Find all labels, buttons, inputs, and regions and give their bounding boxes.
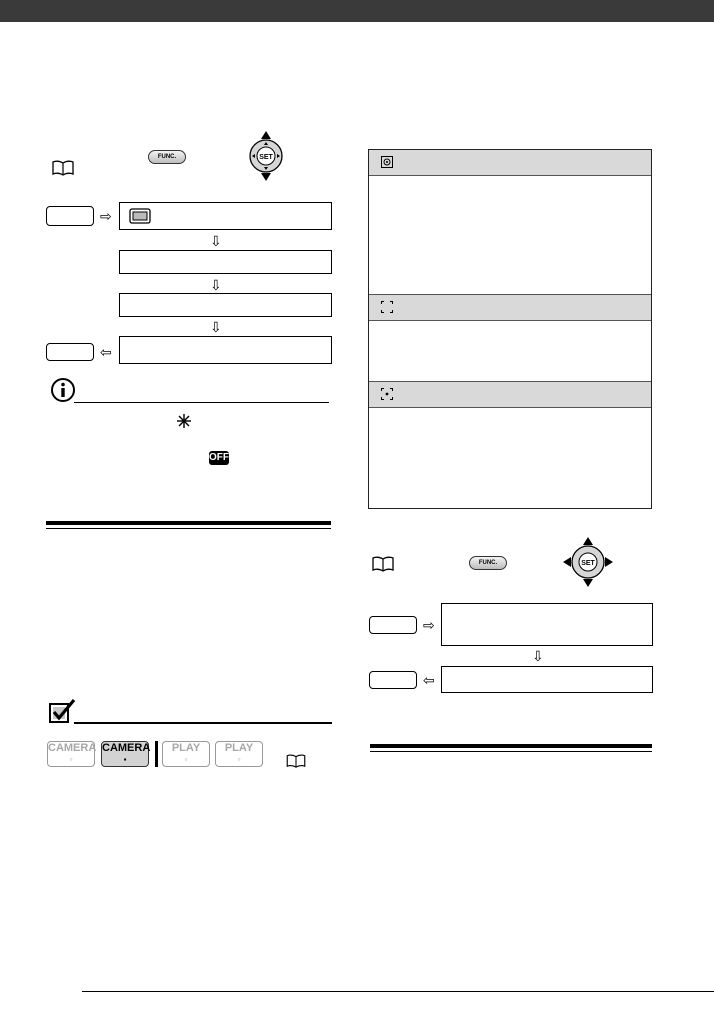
menu-step-box bbox=[119, 336, 332, 364]
func-label: FUNC. bbox=[478, 560, 498, 566]
section-heading-rule bbox=[370, 744, 652, 748]
memory-card-icon bbox=[129, 208, 151, 224]
center-weighted-icon bbox=[381, 301, 393, 313]
func-label: FUNC. bbox=[157, 154, 177, 160]
svg-text:SET: SET bbox=[581, 560, 595, 567]
info-icon bbox=[50, 377, 76, 403]
snowflake-icon bbox=[176, 413, 192, 429]
arrow-down-icon: ⇩ bbox=[210, 319, 222, 335]
book-icon bbox=[372, 556, 394, 572]
arrow-down-icon: ⇩ bbox=[210, 277, 222, 293]
checklist-rule bbox=[74, 722, 332, 724]
mode-play-movie-button bbox=[162, 741, 210, 767]
arrow-down-icon: ⇩ bbox=[532, 648, 544, 664]
photo-icon: ▪ bbox=[123, 755, 127, 764]
metering-mode-panel bbox=[368, 149, 652, 509]
photo-icon: ▫ bbox=[237, 755, 241, 764]
key-button bbox=[369, 671, 417, 689]
page-header-bar bbox=[0, 0, 714, 22]
checkmark-icon bbox=[48, 698, 76, 724]
menu-step-box bbox=[119, 293, 332, 317]
arrow-right-icon: ⇨ bbox=[423, 617, 435, 633]
menu-step-box bbox=[119, 250, 332, 274]
spot-metering-icon bbox=[381, 388, 393, 400]
func-button-icon bbox=[148, 150, 186, 164]
evaluative-metering-icon bbox=[381, 156, 393, 168]
movie-icon: ▫ bbox=[184, 755, 188, 764]
menu-step-box bbox=[119, 202, 332, 230]
func-button-icon bbox=[469, 556, 507, 570]
note-rule bbox=[74, 402, 329, 403]
joystick-icon bbox=[245, 130, 287, 182]
mode-camera-movie-button bbox=[47, 741, 95, 767]
mode-label: CAMERA bbox=[48, 742, 97, 754]
mode-label: CAMERA bbox=[102, 742, 151, 754]
mode-label: PLAY bbox=[171, 742, 201, 754]
mode-camera-photo-button bbox=[101, 741, 149, 767]
mode-separator bbox=[155, 741, 158, 767]
book-icon bbox=[286, 754, 306, 768]
section-heading-rule-thin bbox=[370, 751, 652, 752]
panel-header-center-weighted bbox=[369, 295, 651, 321]
panel-header-evaluative bbox=[369, 150, 651, 176]
arrow-left-icon: ⇦ bbox=[100, 344, 112, 360]
off-badge: OFF bbox=[209, 452, 229, 463]
movie-icon: ▫ bbox=[69, 755, 73, 764]
arrow-down-icon: ⇩ bbox=[210, 233, 222, 249]
joystick-icon bbox=[562, 536, 614, 588]
key-button bbox=[46, 343, 94, 361]
arrow-right-icon: ⇨ bbox=[100, 208, 112, 224]
mode-label: PLAY bbox=[224, 742, 254, 754]
arrow-left-icon: ⇦ bbox=[423, 672, 435, 688]
footer-rule bbox=[82, 991, 714, 992]
svg-text:SET: SET bbox=[259, 154, 273, 161]
section-heading-rule bbox=[46, 521, 331, 525]
book-icon bbox=[52, 160, 74, 176]
key-button bbox=[369, 616, 417, 634]
panel-header-spot bbox=[369, 382, 651, 408]
menu-step-box bbox=[441, 666, 653, 693]
key-button bbox=[46, 206, 94, 226]
menu-step-box bbox=[441, 603, 653, 646]
mode-play-photo-button bbox=[215, 741, 263, 767]
section-heading-rule-thin bbox=[46, 528, 331, 529]
